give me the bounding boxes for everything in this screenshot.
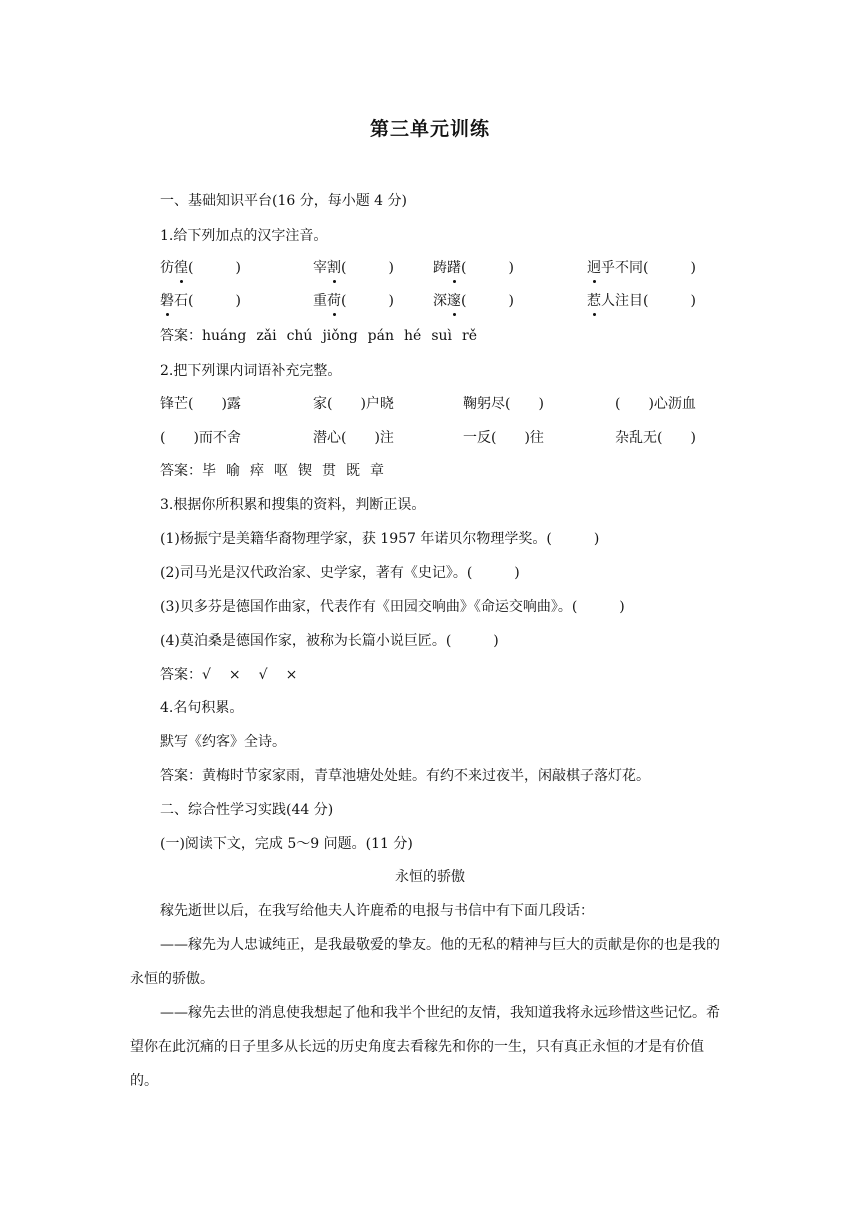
q2-answer: 答案：毕 喻 瘁 呕 锲 贯 既 章 [160, 463, 384, 479]
q2-prompt: 2.把下列课内词语补充完整。 [160, 363, 342, 379]
q1-answer: 答案：huáng zǎi chú jiǒng pán hé suì rě [160, 328, 477, 344]
q1-item-1: 彷徨( ) [160, 257, 241, 279]
q2-item-5: ( )而不舍 [160, 430, 241, 446]
section2-heading: 二、综合性学习实践(44 分) [160, 802, 334, 818]
q3-item-2: (2)司马光是汉代政治家、史学家，著有《史记》。( ) [160, 565, 520, 581]
q1-item-4: 迥乎不同( ) [587, 257, 696, 279]
q1-item-6: 重荷( ) [313, 290, 394, 312]
q2-item-6: 潜心( )注 [313, 430, 394, 446]
section1-heading: 一、基础知识平台(16 分，每小题 4 分) [160, 193, 407, 209]
article-paragraph-3: ——稼先去世的消息使我想起了他和我半个世纪的友情，我知道我将永远珍惜这些记忆。希望你在此沉痛的日子里多从长远的历史角度去看稼先和你的一生，只有真正永恒的才是有价值的。 [130, 1005, 720, 1089]
q3-prompt: 3.根据你所积累和搜集的资料，判断正误。 [160, 497, 426, 513]
article-paragraph-2: ——稼先为人忠诚纯正，是我最敬爱的挚友。他的无私的精神与巨大的贡献是你的也是我的永恒的骄傲。 [130, 937, 720, 987]
page-title: 第三单元训练 [369, 118, 490, 140]
q4-prompt: 4.名句积累。 [160, 700, 244, 716]
article-paragraph-1: 稼先逝世以后，在我写给他夫人许鹿希的电报与书信中有下面几段话： [160, 903, 594, 919]
q4-task: 默写《约客》全诗。 [160, 734, 286, 750]
q1-item-2: 宰割( ) [313, 257, 394, 279]
q2-item-8: 杂乱无( ) [615, 430, 696, 446]
q2-item-7: 一反( )往 [463, 430, 544, 446]
article-title: 永恒的骄傲 [395, 869, 465, 885]
q4-answer: 答案：黄梅时节家家雨，青草池塘处处蛙。有约不来过夜半，闲敲棋子落灯花。 [160, 768, 650, 784]
q3-answer: 答案：√ × √ × [160, 667, 298, 683]
q3-item-4: (4)莫泊桑是德国作家，被称为长篇小说巨匠。( ) [160, 633, 499, 649]
q2-item-3: 鞠躬尽( ) [463, 396, 544, 412]
q1-item-3: 踌躇( ) [433, 257, 514, 279]
q3-item-3: (3)贝多芬是德国作曲家，代表作有《田园交响曲》《命运交响曲》。( ) [160, 599, 625, 615]
q2-item-4: ( )心沥血 [615, 396, 696, 412]
q1-item-7: 深邃( ) [433, 290, 514, 312]
q1-item-5: 磐石( ) [160, 290, 241, 312]
q1-item-8: 惹人注目( ) [587, 290, 696, 312]
q3-item-1: (1)杨振宁是美籍华裔物理学家，获 1957 年诺贝尔物理学奖。( ) [160, 531, 600, 547]
q2-item-1: 锋芒( )露 [160, 396, 241, 412]
q1-prompt: 1.给下列加点的汉字注音。 [160, 228, 328, 244]
q2-item-2: 家( )户晓 [313, 396, 394, 412]
section2-subheading: (一)阅读下文，完成 5～9 问题。(11 分) [160, 836, 413, 852]
